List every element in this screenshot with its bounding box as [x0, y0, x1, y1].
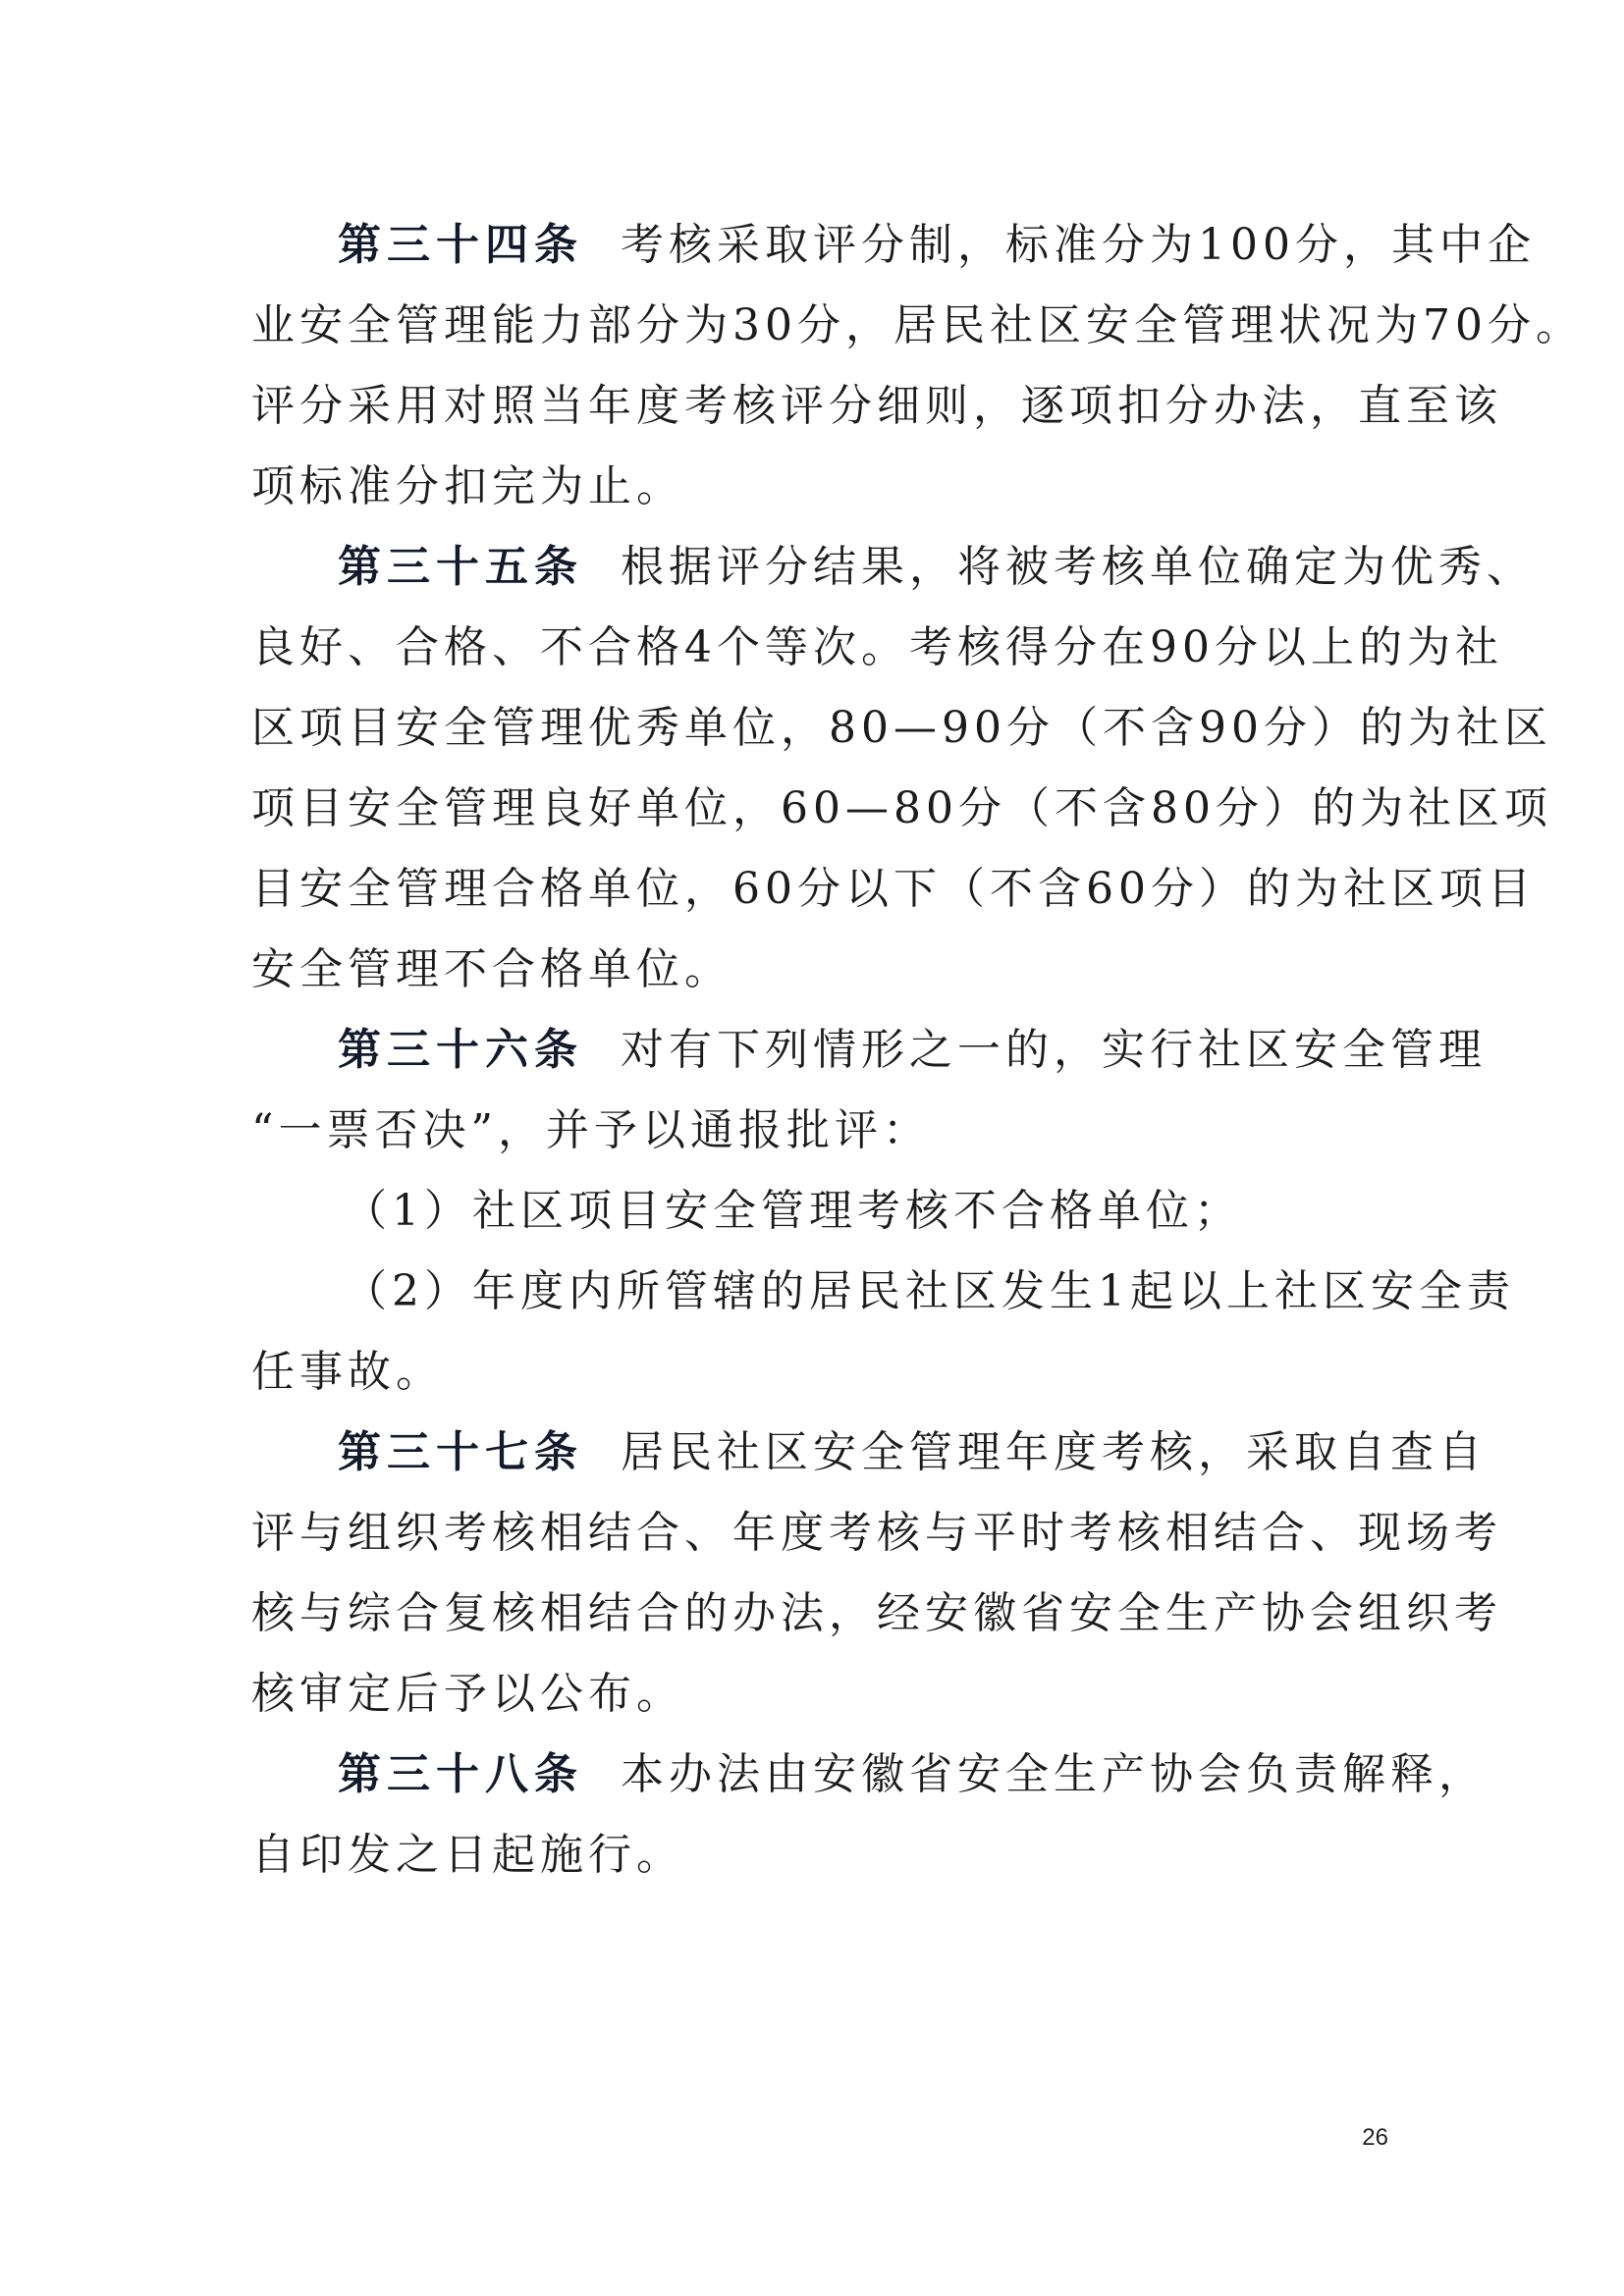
- article-37-text-3: 核与综合复核相结合的办法，经安徽省安全生产协会组织考: [251, 1588, 1502, 1638]
- article-34-text-1: 考核采取评分制，标准分为100分，其中企: [620, 220, 1536, 270]
- article-37-text-4: 核审定后予以公布。: [251, 1669, 684, 1719]
- article-34-text-4: 项标准分扣完为止。: [251, 461, 684, 511]
- article-35-text-6: 安全管理不合格单位。: [251, 944, 732, 994]
- article-35-text-5: 目安全管理合格单位，60分以下（不含60分）的为社区项目: [251, 864, 1536, 914]
- article-36-item-1: （1）社区项目安全管理考核不合格单位；: [344, 1186, 1242, 1236]
- article-35-text-4: 项目安全管理良好单位，60—80分（不含80分）的为社区项: [251, 783, 1552, 833]
- page-number: 26: [1362, 2124, 1388, 2151]
- article-36-heading: 第三十六条: [338, 1025, 583, 1075]
- article-36-first-line: [338, 1021, 1487, 1080]
- article-37-text-1: 居民社区安全管理年度考核，采取自查自: [620, 1427, 1487, 1477]
- article-38-text-1: 本办法由安徽省安全生产协会负责解释，: [620, 1749, 1487, 1799]
- article-37-text-2: 评与组织考核相结合、年度考核与平时考核相结合、现场考: [251, 1508, 1502, 1558]
- article-35-text-1: 根据评分结果，将被考核单位确定为优秀、: [620, 542, 1535, 592]
- article-35-text-2: 良好、合格、不合格4个等次。考核得分在90分以上的为社: [251, 622, 1503, 672]
- article-37-heading: 第三十七条: [338, 1427, 583, 1477]
- article-34-text-2: 业安全管理能力部分为30分，居民社区安全管理状况为70分。: [251, 300, 1584, 350]
- article-34-first-line: [338, 216, 1536, 275]
- article-34-heading: 第三十四条: [338, 220, 583, 270]
- article-38-heading: 第三十八条: [338, 1749, 583, 1799]
- article-37-first-line: [338, 1423, 1487, 1482]
- article-36-item-2-cont: 任事故。: [251, 1347, 444, 1397]
- article-35-text-3: 区项目安全管理优秀单位，80—90分（不含90分）的为社区: [251, 703, 1552, 753]
- article-36-text-2: “一票否决”，并予以通报批评：: [251, 1105, 931, 1155]
- article-38-text-2: 自印发之日起施行。: [251, 1830, 684, 1880]
- article-35-first-line: [338, 538, 1535, 597]
- article-38-first-line: [338, 1745, 1487, 1804]
- article-34-text-3: 评分采用对照当年度考核评分细则，逐项扣分办法，直至该: [251, 381, 1502, 431]
- article-35-heading: 第三十五条: [338, 542, 583, 592]
- article-36-text-1: 对有下列情形之一的，实行社区安全管理: [620, 1025, 1487, 1075]
- article-36-item-2: （2）年度内所管辖的居民社区发生1起以上社区安全责: [344, 1266, 1515, 1316]
